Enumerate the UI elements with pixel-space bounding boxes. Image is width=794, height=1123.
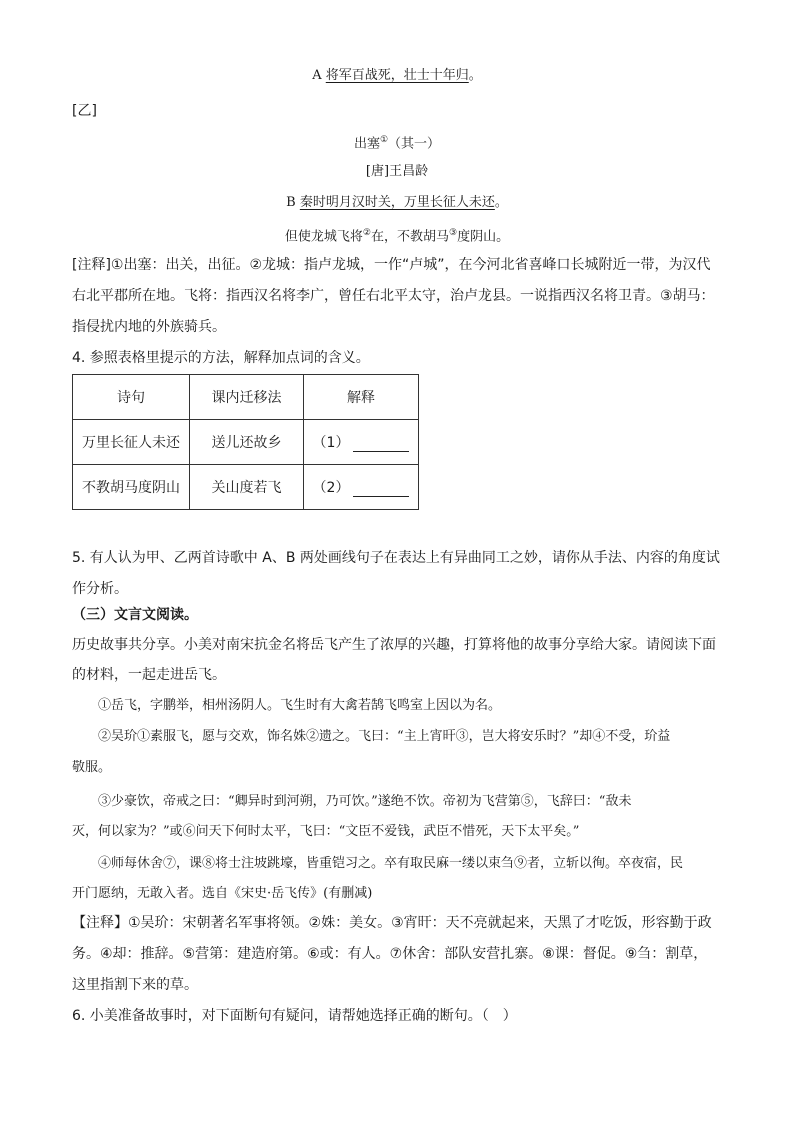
poem-b-line1-prefix: B xyxy=(286,195,300,210)
passage-line: 开门愿纳，无敢入者。选自《宋史·岳飞传》(有删减) xyxy=(72,886,373,901)
table-header: 课内迁移法 xyxy=(190,375,304,420)
question-5-line: 作分析。 xyxy=(72,581,128,597)
answer-blank[interactable] xyxy=(353,437,409,452)
poem-b-line1-suffix: 。 xyxy=(494,195,508,210)
section-3-title: （三）文言文阅读。 xyxy=(72,607,198,623)
section-yi-label: [乙] xyxy=(72,103,97,119)
table-header: 解释 xyxy=(304,375,419,420)
table-row xyxy=(73,420,419,465)
table-row xyxy=(73,465,419,510)
passage-line: ③少豪饮，帝戒之曰：“卿异时到河朔，乃可饮。”遂绝不饮。帝初为飞营第⑤，飞辞曰：“敌未 xyxy=(98,794,632,809)
passage-note-line: 务。④却：推辞。⑤营第：建造府第。⑥或：有人。⑦休舍：部队安营扎寨。⑧课：督促。⑨刍：割草， xyxy=(72,946,708,962)
passage-line: 灭，何以家为？”或⑥问天下何时太平，飞曰：“文臣不爱钱，武臣不惜死，天下太平矣。” xyxy=(72,824,580,839)
poem-b-line2-b: 在，不教胡马 xyxy=(370,229,449,245)
passage-line: ①岳飞，字鹏举，相州汤阴人。飞生时有大禽若鹄飞鸣室上因以为名。 xyxy=(98,698,502,713)
answer-blank[interactable] xyxy=(353,482,409,497)
poem-b-note-2: ② xyxy=(362,228,371,238)
poem-b-author: [唐]王昌龄 xyxy=(365,164,429,179)
poem-b-note-3: ③ xyxy=(449,228,458,238)
poem-b-line1 xyxy=(0,193,794,213)
interpretation-table xyxy=(72,374,419,510)
poem-a-suffix: 。 xyxy=(468,68,482,83)
intro-line: 的材料，一起走进岳飞。 xyxy=(72,667,226,683)
poem-note-line: 指侵扰内地的外族骑兵。 xyxy=(72,319,226,335)
passage-line: 敬服。 xyxy=(72,760,112,775)
passage-note-line: 这里指割下来的草。 xyxy=(72,977,198,993)
table-cell-answer[interactable] xyxy=(304,465,419,510)
poem-note-line: 右北平郡所在地。飞将：指西汉名将李广，曾任右北平太守，治卢龙县。一说指西汉名将卫青。③胡马： xyxy=(72,288,715,304)
poem-note-line: [注释]①出塞：出关，出征。②龙城：指卢龙城，一作“卢城”，在今河北省喜峰口长城附近一带，为汉代 xyxy=(72,257,711,273)
poem-a-line xyxy=(0,66,794,86)
poem-b-line1-underlined: 秦时明月汉时关，万里长征人未还 xyxy=(299,195,495,210)
question-6: 6. 小美准备故事时，对下面断句有疑问，请帮她选择正确的断句。（ ） xyxy=(72,1008,517,1024)
poem-b-title xyxy=(0,130,794,154)
passage-note-line: 【注释】①吴玠：宋朝著名军事将领。②姝：美女。③宵旰：天不亮就起来，天黑了才吃饭，形容勤于政 xyxy=(72,915,712,931)
poem-b-line2 xyxy=(0,223,794,247)
passage-line: ②吴玠①素服飞，愿与交欢，饰名姝②遗之。飞曰：“主上宵旰③，岂大将安乐时？”却④不受，玠益 xyxy=(98,729,671,744)
poem-b-line2-c: 度阴山。 xyxy=(457,229,510,245)
table-cell-verse: 不教胡马度阴山 xyxy=(73,465,190,510)
table-cell-transfer: 关山度若飞 xyxy=(190,465,304,510)
answer-label: （1） xyxy=(312,435,350,451)
poem-b-title-text: 出塞 xyxy=(353,136,380,152)
table-header-row xyxy=(73,375,419,420)
poem-b-line2-a: 但使龙城飞将 xyxy=(284,229,363,245)
poem-a-underlined: 将军百战死，壮士十年归 xyxy=(325,68,469,83)
passage-line: ④师每休舍⑦，课⑧将士注坡跳壕，皆重铠习之。卒有取民麻一缕以束刍⑨者，立斩以徇。卒夜宿，民 xyxy=(98,856,684,871)
table-cell-verse: 万里长征人未还 xyxy=(73,420,190,465)
question-4: 4. 参照表格里提示的方法，解释加点词的含义。 xyxy=(72,350,370,366)
question-5-line: 5. 有人认为甲、乙两首诗歌中 A、B 两处画线句子在表达上有异曲同工之妙，请你从手法、内容的角度试 xyxy=(72,550,720,566)
intro-line: 历史故事共分享。小美对南宋抗金名将岳飞产生了浓厚的兴趣，打算将他的故事分享给大家。请阅读下面 xyxy=(72,637,716,653)
table-cell-transfer: 送儿还故乡 xyxy=(190,420,304,465)
table-header: 诗句 xyxy=(73,375,190,420)
poem-a-prefix: A xyxy=(312,68,326,83)
poem-b-title-suffix: （其一） xyxy=(388,136,441,152)
table-cell-answer[interactable] xyxy=(304,420,419,465)
answer-label: （2） xyxy=(312,480,350,496)
poem-b-title-note: ① xyxy=(379,135,389,145)
